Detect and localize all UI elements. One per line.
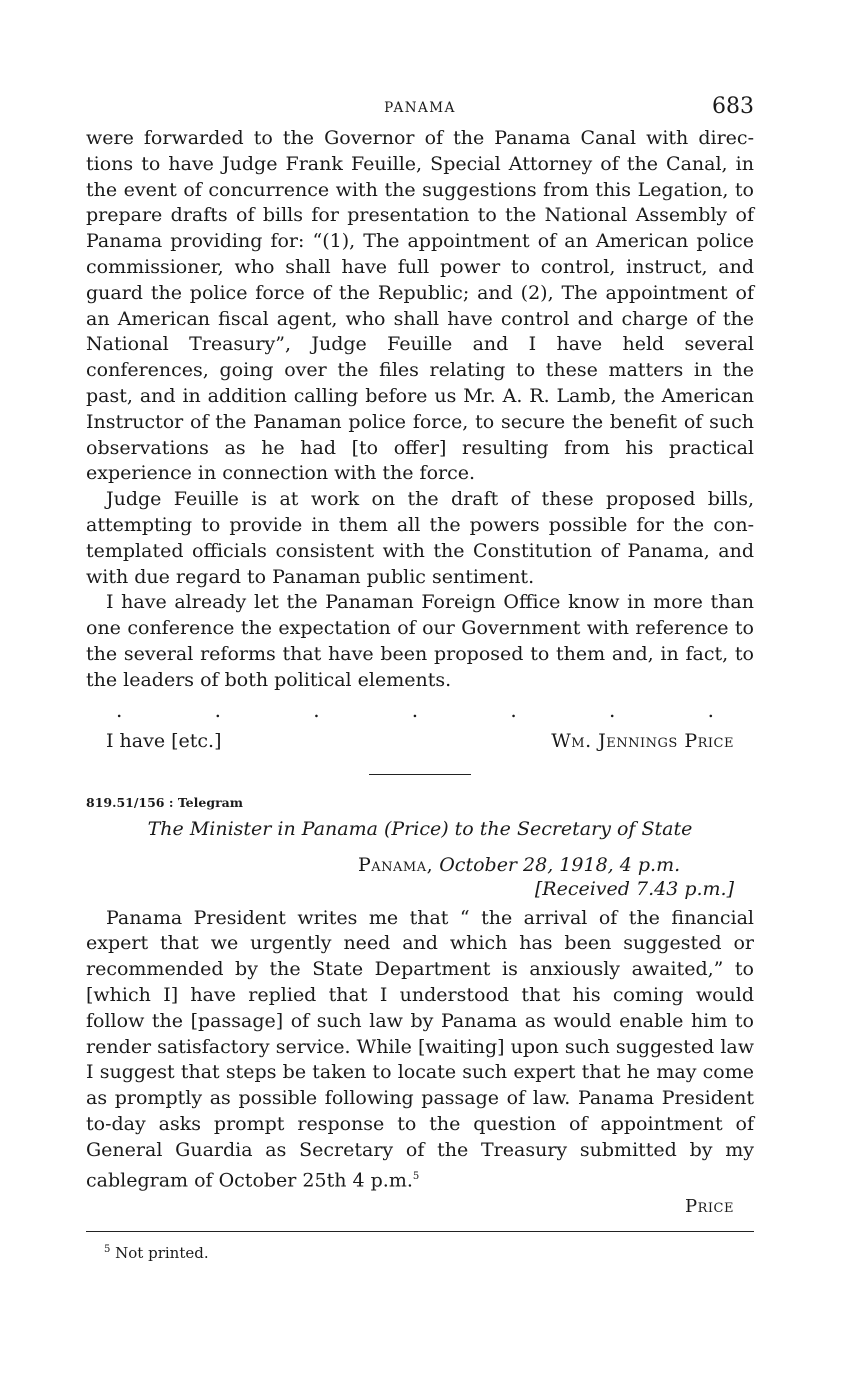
paragraph-draft-bills: Judge Feuille is at work on the draft of these proposed bills, attempting to provide in them all the powers possible for the contemplated officials consistent with the Constitution of Panama, and with due regard to Panaman public sentiment. <box>86 488 754 588</box>
footnote-marker: 5 <box>104 1243 111 1255</box>
file-reference: 819.51/156 : Telegram <box>86 794 243 810</box>
telegram-body <box>86 906 754 1194</box>
paragraph-continuation: were forwarded to the Governor of the Panama Canal with directions to have Judge Frank Feuille, Special Attorney of the Canal, in the event of concurrence with the suggestions from this Legation, to prepare drafts of bills for presentation to the National Assembly of Panama providing for: “(1), The appointment of an American police commissioner, who shall have full power to control, instruct, and guard the police force of the Republic; and (2), The appointment of an American fiscal agent, who shall have control and charge of the National Treasury”, Judge Feuille and I have held several conferences, going over the files relating to these matters in the past, and in addition calling before us Mr. A. R. Lamb, the American Instructor of the Panaman police force, to secure the benefit of such observations as he had [to offer] resulting from his practical experience in connection with the force. <box>86 127 754 485</box>
section-divider <box>369 774 471 775</box>
ellipsis-dot: . <box>313 697 320 722</box>
page-number: 683 <box>712 94 754 119</box>
ellipsis-dot: . <box>510 697 517 722</box>
telegram-body-text: Panama President writes me that “ the arrival of the financial expert that we urgently need and which has been suggested or recommended by the State Department is anxiously awaited,” to [which I] have replied that I understood that his coming would follow the [passage] of such law by Panama as would enable him to render satisfactory service. While [waiting] upon such suggested law I suggest that steps be taken to locate such expert that he may come as promptly as possible following passage of law. Panama President to-day asks prompt response to the question of appointment of General Guardia as Secretary of the Treasury submitted by my cablegram of October 25th 4 p.m. <box>86 906 754 1191</box>
closing-signature: Wm. Jennings Price <box>551 729 734 752</box>
running-head <box>86 92 754 122</box>
paragraph-foreign-office: I have already let the Panaman Foreign Office know in more than one conference the expectation of our Government with reference to the several reforms that have been proposed to them and, in fact, to the leaders of both political elements. <box>86 591 754 691</box>
footnote-rule <box>86 1231 754 1232</box>
ellipsis-dot: . <box>707 697 714 722</box>
ellipsis-dot: . <box>214 697 221 722</box>
telegram-signoff: Price <box>685 1195 734 1217</box>
dateline-place: Panama, <box>358 853 434 876</box>
ellipsis-row <box>86 697 754 726</box>
closing-salutation: I have [etc.] <box>106 729 222 752</box>
footnote <box>86 1244 754 1262</box>
dateline-date: October 28, 1918, 4 p.m. <box>439 853 681 876</box>
letter-closing <box>86 730 754 752</box>
footnote-reference: 5 <box>412 1170 420 1182</box>
running-title: PANAMA <box>384 100 456 116</box>
ellipsis-dot: . <box>411 697 419 722</box>
dateline <box>86 854 754 876</box>
ellipsis-dot: . <box>116 697 123 722</box>
received-time: [Received 7.43 p.m.] <box>534 877 734 900</box>
footnote-text: Not printed. <box>115 1243 209 1262</box>
document-title: The Minister in Panama (Price) to the Secretary of State <box>147 817 693 840</box>
ellipsis-dot: . <box>608 697 616 722</box>
document-page <box>86 92 754 1262</box>
